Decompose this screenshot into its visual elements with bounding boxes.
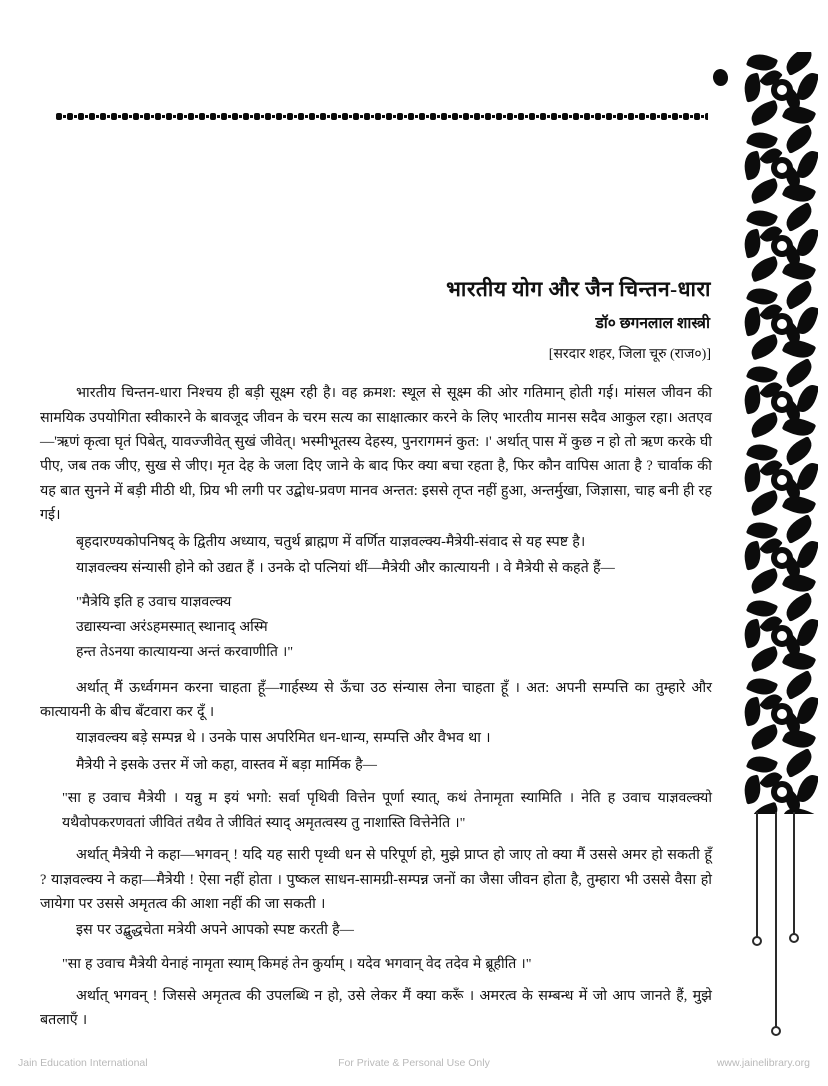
block-spacer — [40, 583, 712, 590]
rule-bead — [397, 113, 403, 120]
rule-tick — [426, 115, 429, 118]
rule-tick — [569, 115, 572, 118]
ornament-motif-icon — [744, 442, 818, 520]
rule-tick — [228, 115, 231, 118]
rule-tick — [316, 115, 319, 118]
rule-tick — [338, 115, 341, 118]
rule-tick — [536, 115, 539, 118]
rule-tick — [492, 115, 495, 118]
rule-tick — [349, 115, 352, 118]
rule-tick — [360, 115, 363, 118]
rule-bead — [606, 113, 612, 120]
body-paragraph: मैत्रेयी ने इसके उत्तर में जो कहा, वास्तव में बड़ा मार्मिक है— — [76, 756, 377, 773]
rule-tick — [514, 115, 517, 118]
rule-bead — [419, 113, 425, 120]
rule-bead — [672, 113, 678, 120]
rule-tick — [294, 115, 297, 118]
body-paragraph: अर्थात् भगवन् ! जिससे अमृतत्व की उपलब्धि न हो, उसे लेकर मैं क्या करूँ । अमरत्व के सम्बन्ध में जो आप जानते हैं, मुझे बतलाएँ । — [40, 987, 712, 1029]
rule-bead — [496, 113, 502, 120]
rule-tick — [371, 115, 374, 118]
ornament-ring-icon — [771, 625, 793, 647]
body-paragraph: याज्ञवल्क्य संन्यासी होने को उद्यत हैं । उनके दो पत्नियां थीं—मैत्रेयी और कात्यायनी । वे मैत्रेयी से कहते हैं— — [76, 560, 615, 577]
rule-bead — [430, 113, 436, 120]
ornament-ring-icon — [771, 157, 793, 179]
page-footer — [0, 1057, 828, 1077]
ornament-motif-icon — [744, 130, 818, 208]
rule-tick — [118, 115, 121, 118]
rule-bead — [507, 113, 513, 120]
sanskrit-quote-block: "सा ह उवाच मैत्रेयी । यन्नु म इयं भगो: सर्वा पृथिवी वित्तेन पूर्णा स्यात्, कथं तेनामृता स्यामिति । नेति ह उवाच याज्ञवल्क्यो यथैवोपकरणवतां जीवितं तथैव ते जीवितं स्याद् अमृतत्वस्य तु नाशास्ति वित्तेनेति ।" — [62, 790, 712, 832]
pin-head-icon — [789, 933, 799, 943]
rule-bead — [111, 113, 117, 120]
rule-tick — [591, 115, 594, 118]
body-paragraph: अर्थात् मैं ऊर्ध्वगमन करना चाहता हूँ—गार्हस्थ्य से ऊँचा उठ संन्यास लेना चाहता हूँ । अत: अपनी सम्पत्ति का तुम्हारे और कात्यायनी के बीच बँटवारा कर दूँ । — [40, 679, 712, 720]
rule-bead — [628, 113, 634, 120]
ornament-petal-icon — [748, 646, 781, 673]
rule-tick — [503, 115, 506, 118]
ornament-motif-icon — [744, 520, 818, 598]
rule-bead — [463, 113, 469, 120]
rule-bead — [551, 113, 557, 120]
author-location: [सरदार शहर, जिला चूरु (राज०)] — [548, 347, 711, 363]
rule-bead — [342, 113, 348, 120]
rule-tick — [459, 115, 462, 118]
ornament-petal-icon — [748, 100, 781, 127]
ornament-petal-icon — [748, 178, 781, 205]
rule-tick — [272, 115, 275, 118]
ornament-motif-icon — [744, 676, 818, 754]
rule-bead — [320, 113, 326, 120]
article-title: भारतीय योग और जैन चिन्तन-धारा — [446, 277, 711, 301]
rule-tick — [525, 115, 528, 118]
ornament-petal-icon — [744, 619, 764, 649]
rule-bead — [694, 113, 700, 120]
ornament-ring-icon — [771, 235, 793, 257]
rule-tick — [404, 115, 407, 118]
block-spacer — [40, 779, 712, 786]
ornament-petal-icon — [748, 256, 781, 283]
sanskrit-quote-line: हन्त तेऽनया कात्यायन्या अन्तं करवाणीति ।" — [76, 643, 294, 660]
rule-tick — [668, 115, 671, 118]
body-paragraph: याज्ञवल्क्य बड़े सम्पन्न थे । उनके पास अपरिमित धन-धान्य, सम्पत्ति और वैभव था । — [76, 730, 491, 747]
ornament-petal-icon — [744, 229, 764, 259]
ornament-petal-icon — [744, 73, 764, 103]
rule-bead — [441, 113, 447, 120]
rule-tick — [624, 115, 627, 118]
rule-bead — [518, 113, 524, 120]
ornament-motif-icon — [744, 52, 818, 130]
rule-bead — [276, 113, 282, 120]
block-spacer — [40, 977, 712, 984]
body-paragraph: इस पर उद्बुद्धचेता मत्रेयी अपने आपको स्पष्ट करती है— — [76, 922, 354, 939]
rule-bead — [573, 113, 579, 120]
body-paragraph: अर्थात् मैत्रेयी ने कहा—भगवन् ! यदि यह सारी पृथ्वी धन से परिपूर्ण हो, मुझे प्राप्त हो जाए तो क्या मैं उससे अमर हो सकती हूँ ? याज्ञवल्क्य ने कहा—मैत्रेयी ! ऐसा नहीं होता । पुष्कल साधन-सामग्री-सम्पन्न जनों का जैसा जीवन होता है, तुम्हारा भी उससे वैसा हो जायेगा पर उससे अमृतत्व की आशा नहीं की जा सकती । — [40, 847, 712, 912]
rule-tick — [657, 115, 660, 118]
rule-tick — [701, 115, 704, 118]
rule-bead — [144, 113, 150, 120]
rule-tick — [85, 115, 88, 118]
ornament-petal-icon — [744, 385, 764, 415]
sanskrit-quote-line: उद्यास्यन्वा अरंऽहमस्मात् स्थानाद् अस्मि — [76, 618, 268, 635]
article-body — [40, 276, 712, 1035]
ornament-petal-icon — [744, 541, 764, 571]
rule-bead — [210, 113, 216, 120]
ornament-motif-icon — [744, 208, 818, 286]
rule-bead — [529, 113, 535, 120]
rule-bead — [540, 113, 546, 120]
rule-bead — [78, 113, 84, 120]
rule-bead — [67, 113, 73, 120]
rule-bead — [232, 113, 238, 120]
ornament-ring-icon — [771, 781, 793, 803]
ornament-motif-icon — [744, 754, 818, 814]
top-dot-ornament-icon — [712, 68, 729, 87]
rule-bead — [254, 113, 260, 120]
pin-line-right-icon — [793, 812, 795, 934]
body-paragraph: भारतीय चिन्तन-धारा निश्चय ही बड़ी सूक्ष्म रही है। वह क्रमश: स्थूल से सूक्ष्म की ओर गतिमान् होती गई। मांसल जीवन की सामयिक उपयोगिता स्वीकारने के बावजूद जीवन के चरम सत्य का साक्षात्कार करने के लिए भारतीय मानस सदैव आकुल रहा। अतएव—'ऋणं कृत्वा घृतं पिबेत्, यावज्जीवेत् सुखं जीवेत्। भस्मीभूतस्य देहस्य, पुनरागमनं कुत: ।' अर्थात् पास में कुछ न हो तो ऋण करके घी पीए, जब तक जीए, सुख से जीए। मृत देह के जला दिए जाने के बाद फिर क्या बचा रहता है, फिर कौन वापिस आता है ? चार्वाक की यह बात सुनने में बड़ी मीठी थी, प्रिय भी लगी पर उद्बोध-प्रवण मानव अन्तत: इससे तृप्त नहीं हुआ, अन्तर्मुखा, जिज्ञासा, चाह बनी ही रह गई। — [40, 385, 712, 524]
rule-bead — [89, 113, 95, 120]
ornament-motif-icon — [744, 598, 818, 676]
rule-bead — [177, 113, 183, 120]
rule-bead — [155, 113, 161, 120]
ornament-ring-icon — [771, 313, 793, 335]
rule-tick — [250, 115, 253, 118]
rule-tick — [162, 115, 165, 118]
rule-tick — [437, 115, 440, 118]
rule-tick — [481, 115, 484, 118]
rule-bead — [122, 113, 128, 120]
rule-bead — [562, 113, 568, 120]
rule-bead — [375, 113, 381, 120]
rule-tick — [184, 115, 187, 118]
rule-bead — [595, 113, 601, 120]
rule-tick — [63, 115, 66, 118]
rule-tick — [151, 115, 154, 118]
ornament-petal-icon — [748, 334, 781, 361]
rule-bead — [639, 113, 645, 120]
rule-bead — [485, 113, 491, 120]
rule-tick — [140, 115, 143, 118]
ornament-ring-icon — [771, 703, 793, 725]
rule-tick — [580, 115, 583, 118]
rule-tick — [448, 115, 451, 118]
rule-tick — [690, 115, 693, 118]
rule-tick — [679, 115, 682, 118]
rule-tick — [547, 115, 550, 118]
rule-tick — [283, 115, 286, 118]
rule-tick — [305, 115, 308, 118]
ornament-ring-icon — [771, 391, 793, 413]
pin-line-center-icon — [775, 812, 777, 1027]
article-author: डॉ० छगनलाल शास्त्री — [595, 315, 710, 333]
pin-head-icon — [752, 936, 762, 946]
ornament-petal-icon — [748, 568, 781, 595]
article-paragraphs — [40, 381, 712, 1032]
rule-tick — [558, 115, 561, 118]
rule-bead — [298, 113, 304, 120]
rule-tick — [195, 115, 198, 118]
rule-bead — [56, 113, 62, 120]
ornament-motif-icon — [744, 364, 818, 442]
rule-bead — [265, 113, 271, 120]
rule-bead — [243, 113, 249, 120]
rule-tick — [107, 115, 110, 118]
rule-tick — [217, 115, 220, 118]
paisley-border-ornament-icon — [744, 52, 818, 814]
rule-bead — [100, 113, 106, 120]
rule-tick — [261, 115, 264, 118]
rule-bead — [199, 113, 205, 120]
rule-tick — [327, 115, 330, 118]
rule-bead — [705, 113, 708, 120]
body-paragraph: बृहदारण्यकोपनिषद् के द्वितीय अध्याय, चतुर्थ ब्राह्मण में वर्णित याज्ञवल्क्य-मैत्रेयी-संवाद से यह स्पष्ट है। — [76, 533, 586, 550]
rule-tick — [635, 115, 638, 118]
rule-bead — [584, 113, 590, 120]
rule-tick — [173, 115, 176, 118]
rule-bead — [408, 113, 414, 120]
sanskrit-quote-line: "मैत्रेयि इति ह उवाच याज्ञवल्क्य — [76, 593, 232, 610]
rule-bead — [474, 113, 480, 120]
pin-head-icon — [771, 1026, 781, 1036]
rule-bead — [452, 113, 458, 120]
rule-tick — [470, 115, 473, 118]
ornament-petal-icon — [744, 463, 764, 493]
rule-bead — [364, 113, 370, 120]
pin-line-left-icon — [756, 812, 758, 937]
ornament-motif-icon — [744, 286, 818, 364]
rule-bead — [309, 113, 315, 120]
rule-tick — [129, 115, 132, 118]
rule-tick — [382, 115, 385, 118]
rule-bead — [650, 113, 656, 120]
rule-bead — [133, 113, 139, 120]
footer-website-link[interactable]: www.jainelibrary.org — [716, 1057, 810, 1069]
ornament-petal-icon — [744, 151, 764, 181]
ornament-ring-icon — [771, 469, 793, 491]
rule-bead — [188, 113, 194, 120]
rule-tick — [74, 115, 77, 118]
rule-bead — [683, 113, 689, 120]
rule-bead — [661, 113, 667, 120]
rule-bead — [331, 113, 337, 120]
footer-center-text: For Private & Personal Use Only — [338, 1057, 490, 1069]
rule-tick — [393, 115, 396, 118]
rule-bead — [287, 113, 293, 120]
ornament-petal-icon — [744, 775, 764, 805]
block-spacer — [40, 945, 712, 952]
rule-tick — [239, 115, 242, 118]
rule-tick — [613, 115, 616, 118]
ornament-petal-icon — [748, 724, 781, 751]
footer-left-text: Jain Education International — [18, 1057, 148, 1069]
ornament-petal-icon — [748, 412, 781, 439]
ornament-petal-icon — [748, 490, 781, 517]
rule-bead — [353, 113, 359, 120]
block-spacer — [40, 836, 712, 843]
ornament-ring-icon — [771, 547, 793, 569]
rule-tick — [206, 115, 209, 118]
block-spacer — [40, 665, 712, 676]
sanskrit-quote-block: "सा ह उवाच मैत्रेयी येनाहं नामृता स्याम् किमहं तेन कुर्याम् । यदेव भगवान् वेद तदेव मे ब्रूहीति ।" — [62, 955, 532, 972]
rule-bead — [386, 113, 392, 120]
rule-tick — [646, 115, 649, 118]
rule-bead — [166, 113, 172, 120]
ornament-petal-icon — [744, 697, 764, 727]
rule-tick — [96, 115, 99, 118]
ornament-ring-icon — [771, 79, 793, 101]
beaded-rule-divider — [56, 112, 708, 121]
rule-tick — [602, 115, 605, 118]
rule-bead — [617, 113, 623, 120]
ornament-petal-icon — [744, 307, 764, 337]
rule-bead — [221, 113, 227, 120]
rule-tick — [415, 115, 418, 118]
